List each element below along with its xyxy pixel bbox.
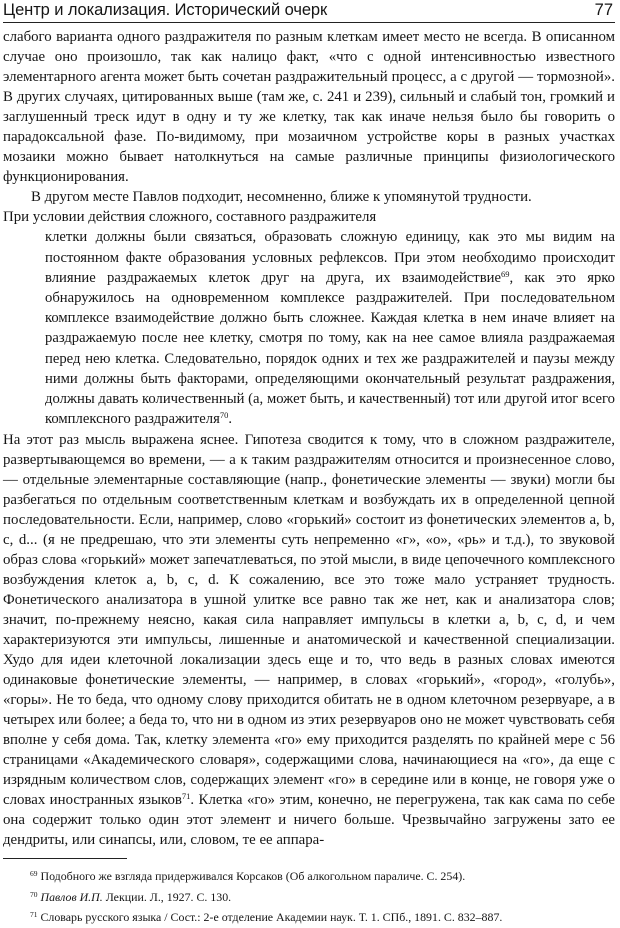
- paragraph-2-line-1: В другом месте Павлов подходит, несомненно, ближе к упомянутой трудности.: [31, 189, 532, 206]
- paragraph-1: слабого варианта одного раздражителя по разным клеткам имеет место не всегда. В описанном случае оно произошло, так как налицо факт, «что с одной интенсивностью известного элементарного агента может быть сочетан раздражительный процесс, а с другой — тормозной». В других случаях, цитированных выше (там же, с. 241 и 239), сильный и слабый тон, громкий и заглушенный треск идут в одну и ту же клетку, так как иначе нельзя было бы говорить о парадоксальной фазе. По-видимому, при мозаичном устройстве коры в разных участках мозаики можно бывает натолкнуться на самые различные принципы физиологического функционирования.: [3, 29, 615, 186]
- footnote-divider: [3, 858, 127, 859]
- page-number: 77: [594, 1, 613, 19]
- block-quote-text-3: .: [228, 411, 233, 428]
- footnote-author: Павлов И.П.: [40, 889, 103, 904]
- footnote-70: [30, 887, 616, 908]
- footnote-number: 69: [30, 869, 38, 878]
- paragraph-3: [3, 430, 615, 851]
- footnote-text: Подобного же взгляда придерживался Корсаков (Об алкогольном параличе. С. 254).: [40, 869, 466, 883]
- footnote-ref-69[interactable]: 69: [500, 268, 510, 279]
- footnote-69: [30, 866, 616, 887]
- block-quote-text-1: клетки должны были связаться, образовать сложную единицу, как это мы видим на постоянном факте образования условных рефлексов. При этом необходимо происходит влияние раздражаемых клеток друг на друга, их взаимодействие: [45, 229, 615, 286]
- footnote-71: [30, 907, 616, 928]
- footnote-ref-70[interactable]: 70: [219, 410, 229, 421]
- paragraph-3-text-2: . Клетка «го» этим, конечно, не перегружена, так как сама по себе она содержит только один этот элемент и ничего больше. Чрезвычайно загружены зато ее дендриты, или синапсы, или, словом, те ее аппара-: [3, 792, 615, 849]
- paragraph-2-line-2: При условии действия сложного, составного раздражителя: [3, 209, 377, 226]
- body-text: [3, 27, 615, 850]
- footnotes: [30, 866, 616, 928]
- footnote-number: 70: [30, 889, 38, 899]
- footnote-number: 71: [30, 910, 38, 919]
- running-header-title: Центр и локализация. Исторический очерк: [3, 1, 328, 19]
- footnote-text: Словарь русского языка / Сост.: 2-е отделение Академии наук. Т. 1. СПб., 1891. С. 832–887.: [40, 910, 503, 924]
- running-header: [3, 0, 615, 23]
- block-quote-text-2: , как это ярко обнаружилось на одновременном комплексе раздражителей. При последовательном комплексе взаимодействие должно быть сложнее. Каждая клетка в нем иначе влияет на раздражаемую после нее клетку, смотря по тому, как на нее самое влияла раздражаемая перед нею клетка. Следовательно, порядок одних и тех же раздражителей и паузы между ними должны быть факторами, определяющими окончательный результат раздражения, должны давать количественный (а, может быть, и качественный) тот или другой итог всего комплексного раздражителя: [45, 269, 615, 428]
- block-quote: [45, 227, 615, 429]
- footnote-ref-71[interactable]: 71: [181, 791, 191, 802]
- footnote-text: Лекции. Л., 1927. С. 130.: [102, 889, 232, 904]
- paragraph-3-text-1: На этот раз мысль выражена яснее. Гипотеза сводится к тому, что в сложном раздражителе, развертывающемся во времени, — а к таким раздражителям относится и произнесенное слово, — отдельные элементарные составляющие (напр., фонетические элементы — звуки) могли бы разбегаться по отдельным соответственным клеткам и возбуждать их в определенной цепной последовательности. Если, например, слово «горький» состоит из фонетических элементов а, b, с, d... (я не предрешаю, что эти элементы суть непременно «г», «о», «рь» и т.д.), то звуковой образ слова «горький» может запечатлеваться, по этой мысли, в виде цепочечного комплексного возбуждения клеток а, b, с, d. К сожалению, все это тоже мало устраняет трудность. Фонетического анализатора в ушной улитке все равно так же нет, как и анализатора слов; значит, по-прежнему неясно, какая сила направляет импульсы в клетки а, b, с, d, и чем характеризуются эти импульсы, лишенные и анатомической и качественной специализации. Худо для идеи клеточной локализации здесь еще и то, что ведь в разных словах имеются одинаковые фонетические элементы, — например, в словах «горький», «город», «голубь», «горы». Не то беда, что одному слову приходится обитать не в одном клеточном резервуаре, а в четырех или более; а беда то, что ни в одном из этих резервуаров оно не может чувствовать себя вполне у себя дома. Так, клетку элемента «го» ему приходится разделять по крайней мере с 56 страницами «Академического словаря», содержащими слова, начинающиеся на «го», да еще с изрядным количеством слов, содержащих элемент «го» в середине или в конце, не говоря уже о словах иностранных языков: [3, 431, 615, 809]
